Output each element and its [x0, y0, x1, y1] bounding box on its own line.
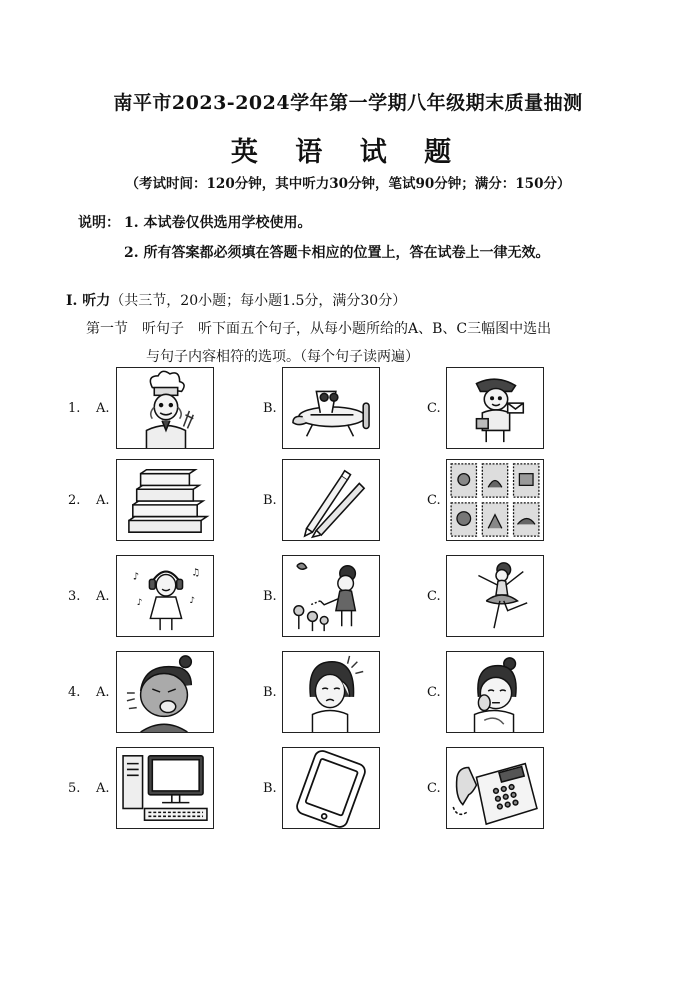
option-label-c: C.	[427, 589, 441, 604]
ballet-dancer-icon	[446, 555, 544, 637]
question-number: 5.	[68, 781, 81, 796]
svg-text:♪: ♪	[136, 597, 143, 608]
chef-icon	[116, 367, 214, 449]
option-label-b: B.	[263, 493, 277, 508]
svg-text:♪: ♪	[189, 595, 195, 606]
airplane-icon	[282, 367, 380, 449]
stamps-icon	[446, 459, 544, 541]
option-label-a: A.	[96, 493, 110, 508]
part-instructions-2: 与句子内容相符的选项。（每个句子读两遍）	[146, 349, 419, 365]
part-instructions-1: 第一节 听句子 听下面五个句子，从每小题所给的A、B、C三幅图中选出	[86, 321, 552, 337]
option-label-a: A.	[96, 401, 110, 416]
question-number: 4.	[68, 685, 81, 700]
pencils-icon	[282, 459, 380, 541]
watering-flowers-icon	[282, 555, 380, 637]
section-title: I. 听力	[66, 293, 111, 309]
option-label-b: B.	[263, 401, 277, 416]
option-label-c: C.	[427, 781, 441, 796]
section-heading	[66, 290, 406, 310]
mail-carrier-icon	[446, 367, 544, 449]
books-icon	[116, 459, 214, 541]
option-label-c: C.	[427, 493, 441, 508]
subject-title: 英 语 试 题	[230, 137, 466, 168]
option-label-b: B.	[263, 781, 277, 796]
question-number: 3.	[68, 589, 81, 604]
notes-label: 说明：	[78, 215, 120, 231]
option-label-c: C.	[427, 685, 441, 700]
desktop-computer-icon	[116, 747, 214, 829]
desk-telephone-icon	[446, 747, 544, 829]
svg-text:♫: ♫	[191, 567, 201, 579]
option-label-b: B.	[263, 589, 277, 604]
girl-music-icon	[116, 555, 214, 637]
option-label-a: A.	[96, 589, 110, 604]
toothache-girl-icon	[446, 651, 544, 733]
section-detail: （共三节，20小题；每小题1.5分，满分30分）	[110, 293, 407, 309]
smartphone-icon	[282, 747, 380, 829]
exam-title: 南平市2023-2024学年第一学期八年级期末质量抽测	[113, 92, 583, 114]
option-label-a: A.	[96, 685, 110, 700]
note-item-2: 2. 所有答案都必须填在答题卡相应的位置上，答在试卷上一律无效。	[124, 245, 550, 261]
question-number: 2.	[68, 493, 81, 508]
option-label-b: B.	[263, 685, 277, 700]
coughing-girl-icon	[116, 651, 214, 733]
question-number: 1.	[68, 401, 81, 416]
option-label-a: A.	[96, 781, 110, 796]
svg-text:♪: ♪	[132, 571, 140, 583]
note-item-1: 1. 本试卷仅供选用学校使用。	[124, 215, 312, 231]
option-label-c: C.	[427, 401, 441, 416]
headache-girl-icon	[282, 651, 380, 733]
exam-meta: （考试时间：120分钟，其中听力30分钟，笔试90分钟；满分：150分）	[125, 176, 571, 192]
